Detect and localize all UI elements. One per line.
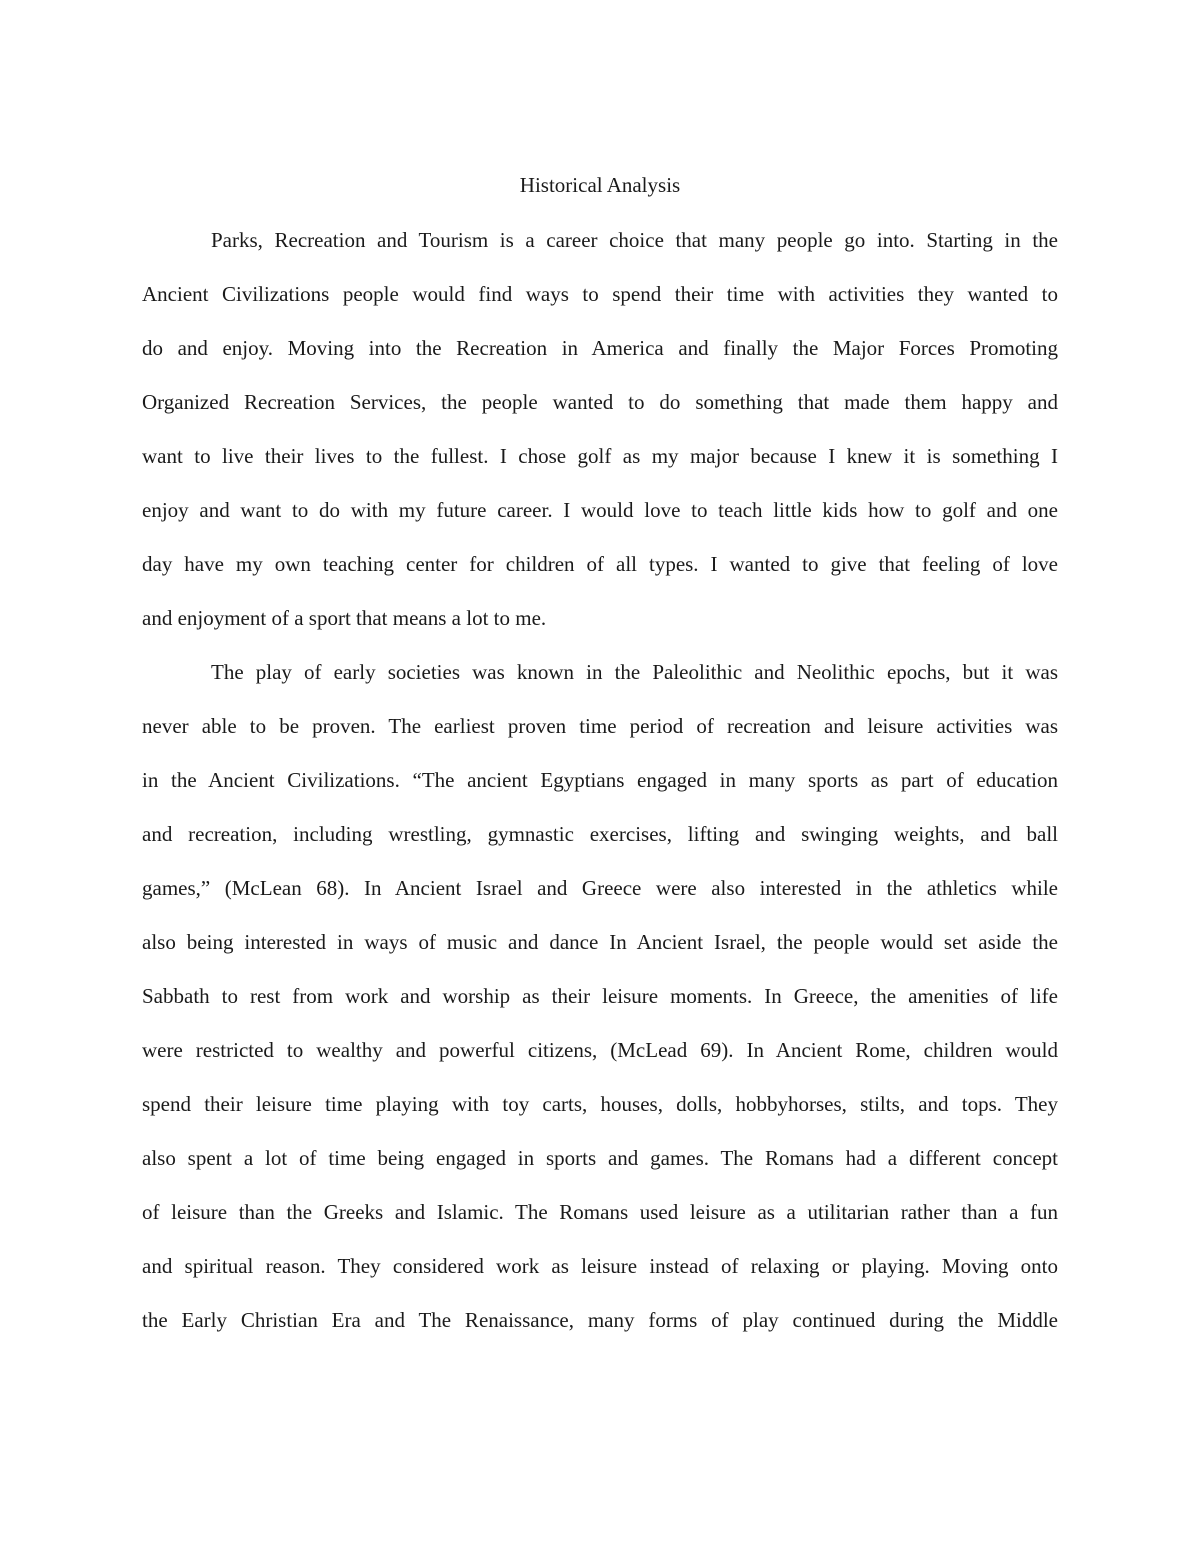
paragraph-2-line-2: never able to be proven. The earliest proven time period of recreation and leisure activities was [142,714,1058,738]
paragraph-2-line-7: Sabbath to rest from work and worship as their leisure moments. In Greece, the amenities of life [142,984,1058,1008]
paragraph-1-line-2: Ancient Civilizations people would find ways to spend their time with activities they wanted to [142,282,1058,306]
paragraph-1-line-3: do and enjoy. Moving into the Recreation in America and finally the Major Forces Promoting [142,336,1058,360]
paragraph-2-line-8: were restricted to wealthy and powerful citizens, (McLead 69). In Ancient Rome, children would [142,1038,1058,1062]
paragraph-1-line-8: and enjoyment of a sport that means a lot to me. [142,606,547,630]
paragraph-1-line-1: Parks, Recreation and Tourism is a career choice that many people go into. Starting in the [211,228,1058,252]
document-title: Historical Analysis [519,173,681,197]
paragraph-2-line-11: of leisure than the Greeks and Islamic. The Romans used leisure as a utilitarian rather than a fun [142,1200,1058,1224]
paragraph-2-line-6: also being interested in ways of music and dance In Ancient Israel, the people would set aside the [142,930,1058,954]
paragraph-1-line-5: want to live their lives to the fullest. I chose golf as my major because I knew it is something I [142,444,1058,468]
paragraph-2-line-5: games,” (McLean 68). In Ancient Israel and Greece were also interested in the athletics while [142,876,1058,900]
paragraph-2-line-1: The play of early societies was known in the Paleolithic and Neolithic epochs, but it was [211,660,1058,684]
paragraph-2-line-9: spend their leisure time playing with toy carts, houses, dolls, hobbyhorses, stilts, and tops. They [142,1092,1058,1116]
paragraph-1-line-4: Organized Recreation Services, the people wanted to do something that made them happy and [142,390,1058,414]
paragraph-2-line-10: also spent a lot of time being engaged in sports and games. The Romans had a different concept [142,1146,1058,1170]
paragraph-2-line-13: the Early Christian Era and The Renaissance, many forms of play continued during the Middle [142,1308,1058,1332]
paragraph-2-line-3: in the Ancient Civilizations. “The ancient Egyptians engaged in many sports as part of education [142,768,1058,792]
paragraph-2-line-12: and spiritual reason. They considered work as leisure instead of relaxing or playing. Moving onto [142,1254,1058,1278]
paragraph-2-line-4: and recreation, including wrestling, gymnastic exercises, lifting and swinging weights, and ball [142,822,1058,846]
paragraph-1-line-7: day have my own teaching center for children of all types. I wanted to give that feeling of love [142,552,1058,576]
paragraph-1-line-6: enjoy and want to do with my future career. I would love to teach little kids how to golf and one [142,498,1058,522]
